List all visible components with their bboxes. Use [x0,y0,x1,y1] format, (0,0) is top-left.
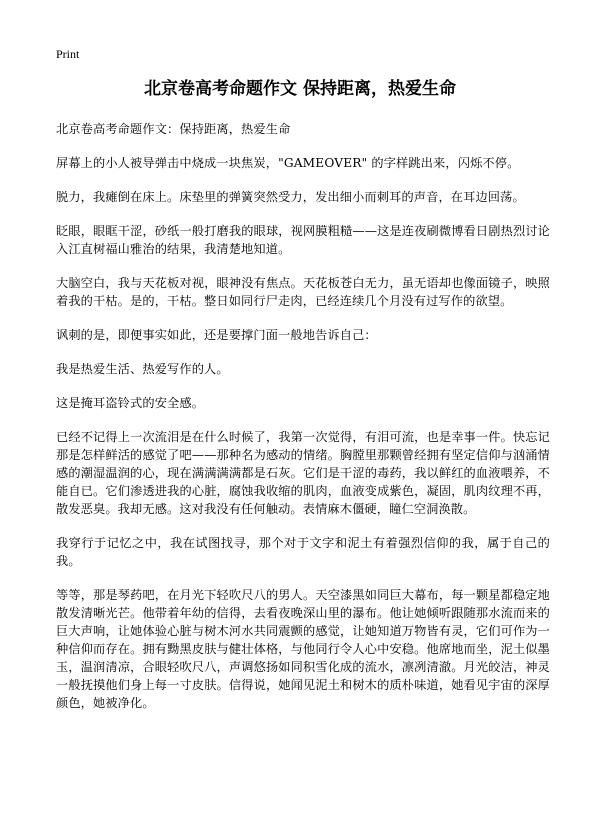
print-link[interactable]: Print [56,47,80,61]
paragraph-5: 大脑空白，我与天花板对视，眼神没有焦点。天花板苍白无力，虽无语却也像面镜子，映照着我的干枯。是的，干枯。整日如同行尸走肉，已经连续几个月没有过写作的欲望。 [56,276,550,308]
paragraph-2: 屏幕上的小人被导弹击中烧成一块焦炭，"GAMEOVER" 的字样跳出来，闪烁不停。 [56,156,520,170]
paragraph-7: 我是热爱生活、热爱写作的人。 [56,362,229,376]
paragraph-8: 这是掩耳盗铃式的安全感。 [56,396,205,410]
article-body [56,120,550,728]
paragraph-9: 已经不记得上一次流泪是在什么时候了，我第一次觉得，有泪可流，也是幸事一件。快忘记那是怎样鲜活的感觉了吧——那种名为感动的情绪。胸膛里那颗曾经拥有坚定信仰与汹涌情感的潮湿温润的心，现在满满满满都是石灰。它们是干涩的毒药，我以鲜红的血液喂养，不能自已。它们渗透进我的心脏，腐蚀我收缩的肌肉，血液变成紫色，凝固，肌肉纹理不再，散发恶臭。我却无感。这对我没有任何触动。表情麻木僵硬，瞳仁空洞涣散。 [56,430,550,516]
paragraph-3: 脱力，我瘫倒在床上。床垫里的弹簧突然受力，发出细小而刺耳的声音，在耳边回荡。 [56,190,525,204]
article-title: 北京卷高考命题作文 保持距离，热爱生命 [144,79,456,99]
paragraph-11: 等等，那是琴药吧，在月光下轻吹尺八的男人。天空漆黑如同巨大幕布，每一颗星都稳定地散发清晰光芒。他带着年幼的信得，去看夜晚深山里的瀑布。他让她倾听跟随那水流而来的巨大声响，让她体验心脏与树木河水共同震颤的感觉，让她知道万物皆有灵，它们可作为一种信仰而存在。拥有黝黑皮肤与健壮体格，与他同行令人心中安稳。他席地而坐，泥土似墨玉，温润清凉，合眼轻吹尺八，声调悠扬如同积雪化成的流水，凛冽清澈。月光皎洁，神灵一般抚摸他们身上每一寸皮肤。信得说，她闻见泥土和树木的质朴味道，她看见宇宙的深厚颜色，她被净化。 [56,588,550,710]
paragraph-10: 我穿行于记忆之中，我在试图找寻，那个对于文字和泥土有着强烈信仰的我，属于自己的我。 [56,536,550,568]
paragraph-1: 北京卷高考命题作文：保持距离，热爱生命 [56,122,291,136]
paragraph-4: 眨眼，眼眶干涩，砂纸一般打磨我的眼球，视网膜粗糙——这是连夜刷微博看日剧热烈讨论入江直树福山雅治的结果，我清楚地知道。 [56,224,550,256]
paragraph-6: 讽刺的是，即便事实如此，还是要撑门面一般地告诉自己： [56,328,377,342]
